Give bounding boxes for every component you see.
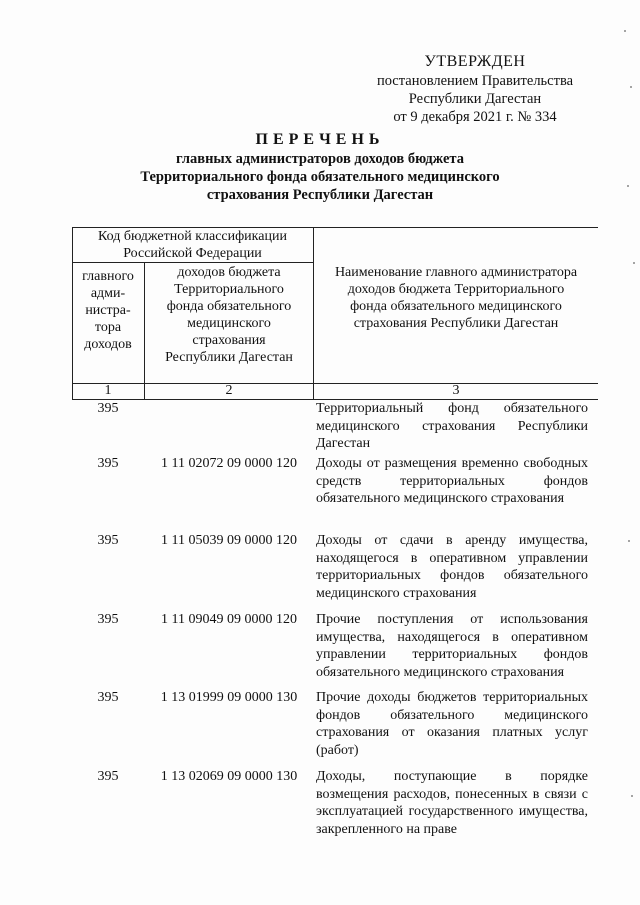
scan-speck [628,540,630,542]
admin-code: 395 [97,612,119,627]
approval-line-1: постановлением Правительства [376,73,574,89]
title-line-1: главных администраторов доходов бюджета [176,151,464,167]
table-header [72,227,598,383]
column-number-1: 1 [104,383,112,398]
budget-code: 1 13 01999 09 0000 130 [160,690,298,705]
scan-speck [630,86,632,88]
column-number-2: 2 [225,383,233,398]
approval-stamp [360,52,590,126]
admin-code: 395 [97,533,119,548]
admin-code: 395 [97,401,119,416]
budget-code: 1 11 09049 09 0000 120 [161,612,297,627]
header-group-label: Код бюджетной классификации Российской Федерации [98,229,287,261]
scan-speck [627,185,629,187]
column-number-3: 3 [452,383,460,398]
scan-speck [624,30,626,32]
admin-code: 395 [97,690,119,705]
approval-line-2: Республики Дагестан [408,91,542,107]
title-line-3: страхования Республики Дагестан [206,187,434,203]
scan-speck [633,262,635,264]
header-col-code: доходов бюджета Территориального фонда обязательного медицинского страхования Республики Дагестан [165,265,293,365]
budget-code: 1 11 02072 09 0000 120 [161,456,297,471]
revenue-admin-table [72,227,598,846]
column-number-row [72,383,598,400]
revenue-name: Доходы, поступающие в порядке возмещения расходов, понесенных в связи с эксплуатацией государственного имущества, закрепленного на праве [316,769,588,837]
header-col-admin: главного адми- нистра- тора доходов [82,269,134,352]
table-row [72,768,598,846]
revenue-name: Прочие поступления от использования имущества, находящегося в оперативном управлении территориальных фондов обязательного медицинского страхования [316,612,588,680]
table-row [72,400,598,455]
header-col-name: Наименование главного администратора доходов бюджета Территориального фонда обязательного медицинского страхования Республики Дагестан [334,265,578,331]
approval-line-3: от 9 декабря 2021 г. № 334 [393,109,557,125]
admin-code: 395 [97,456,119,471]
revenue-name: Доходы от размещения временно свободных средств территориальных фондов обязательного медицинского страхования [316,456,588,506]
scan-speck [631,795,633,797]
table-row [72,689,598,768]
budget-code: 1 11 05039 09 0000 120 [161,533,297,548]
table-row [72,611,598,689]
title-line-2: Территориального фонда обязательного медицинского [140,169,500,185]
revenue-name: Территориальный фонд обязательного медицинского страхования Республики Дагестан [316,401,588,451]
title-main: ПЕРЕЧЕНЬ [255,131,385,148]
table-row [72,532,598,611]
document-title [60,130,580,204]
revenue-name: Доходы от сдачи в аренду имущества, находящегося в оперативном управлении территориальных фондов обязательного медицинского страхования [316,533,588,601]
budget-code: 1 13 02069 09 0000 130 [160,769,298,784]
approval-heading: УТВЕРЖДЕН [424,53,526,70]
table-row [72,455,598,532]
revenue-name: Прочие доходы бюджетов территориальных фондов обязательного медицинского страхования от оказания платных услуг (работ) [316,690,588,758]
admin-code: 395 [97,769,119,784]
